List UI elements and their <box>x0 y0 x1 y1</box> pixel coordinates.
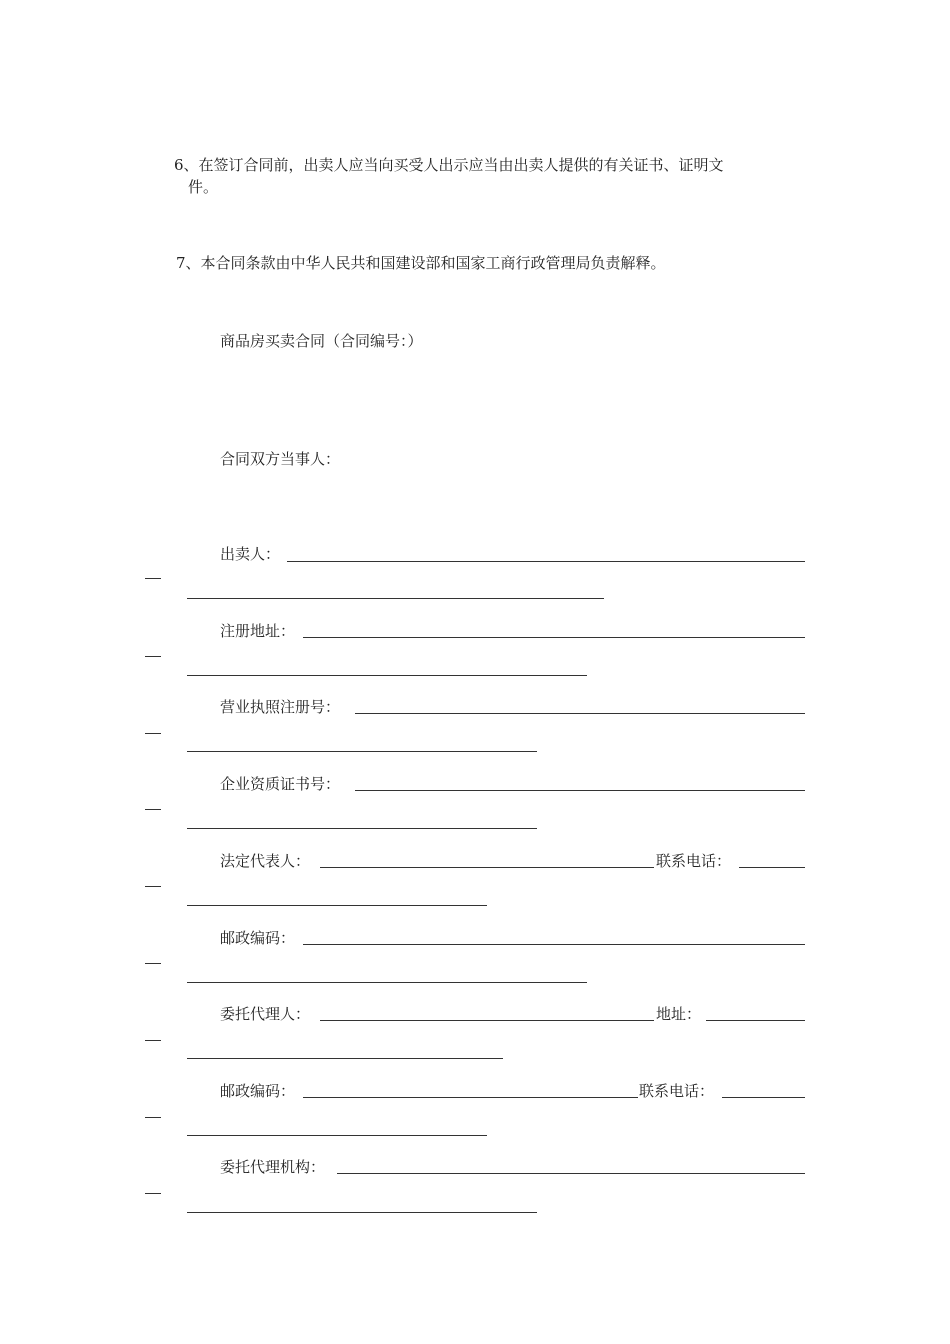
seller-blank[interactable] <box>287 561 805 562</box>
legal-rep-blank[interactable] <box>320 867 654 868</box>
qualification-cert-blank[interactable] <box>355 790 805 791</box>
postal-code-2-blank[interactable] <box>303 1097 638 1098</box>
agent-label: 委托代理人： <box>220 1005 311 1023</box>
phone-2-blank-cont[interactable] <box>187 1135 487 1136</box>
phone-1-blank-cont[interactable] <box>187 905 487 906</box>
parties-heading: 合同双方当事人： <box>220 450 341 468</box>
agency-blank-cont[interactable] <box>187 1212 537 1213</box>
agency-label: 委托代理机构： <box>220 1158 326 1176</box>
business-license-label: 营业执照注册号： <box>220 698 341 716</box>
postal-code-1-blank[interactable] <box>303 944 805 945</box>
clause-6-line-1: 6、在签订合同前，出卖人应当向买受人出示应当由出卖人提供的有关证书、证明文 <box>174 156 724 174</box>
clause-6-line-2: 件。 <box>188 178 219 196</box>
registered-address-blank-cont[interactable] <box>187 675 587 676</box>
postal-code-1-label: 邮政编码： <box>220 929 296 947</box>
seller-blank-cont[interactable] <box>187 598 604 599</box>
address-label: 地址： <box>656 1005 702 1023</box>
seller-label: 出卖人： <box>220 545 281 563</box>
phone-2-blank[interactable] <box>722 1097 805 1098</box>
phone-1-blank[interactable] <box>739 867 805 868</box>
postal-code-1-dash <box>145 963 161 964</box>
seller-blank-dash <box>145 578 161 579</box>
business-license-blank-cont[interactable] <box>187 751 537 752</box>
registered-address-label: 注册地址： <box>220 622 296 640</box>
registered-address-dash <box>145 656 161 657</box>
qualification-cert-blank-cont[interactable] <box>187 828 537 829</box>
registered-address-blank[interactable] <box>303 637 805 638</box>
legal-rep-label: 法定代表人： <box>220 852 311 870</box>
phone-2-label: 联系电话： <box>639 1082 715 1100</box>
agency-blank[interactable] <box>337 1173 805 1174</box>
business-license-blank[interactable] <box>355 713 805 714</box>
agency-dash <box>145 1193 161 1194</box>
qualification-cert-label: 企业资质证书号： <box>220 775 341 793</box>
contract-title: 商品房买卖合同（合同编号：） <box>220 332 423 350</box>
agent-dash <box>145 1040 161 1041</box>
address-blank[interactable] <box>706 1020 805 1021</box>
agent-blank[interactable] <box>320 1020 654 1021</box>
phone-1-label: 联系电话： <box>656 852 732 870</box>
address-blank-cont[interactable] <box>187 1058 503 1059</box>
clause-7: 7、本合同条款由中华人民共和国建设部和国家工商行政管理局负责解释。 <box>176 254 666 272</box>
postal-code-2-label: 邮政编码： <box>220 1082 296 1100</box>
business-license-dash <box>145 733 161 734</box>
postal-code-2-dash <box>145 1117 161 1118</box>
postal-code-1-blank-cont[interactable] <box>187 982 587 983</box>
legal-rep-dash <box>145 886 161 887</box>
qualification-cert-dash <box>145 809 161 810</box>
